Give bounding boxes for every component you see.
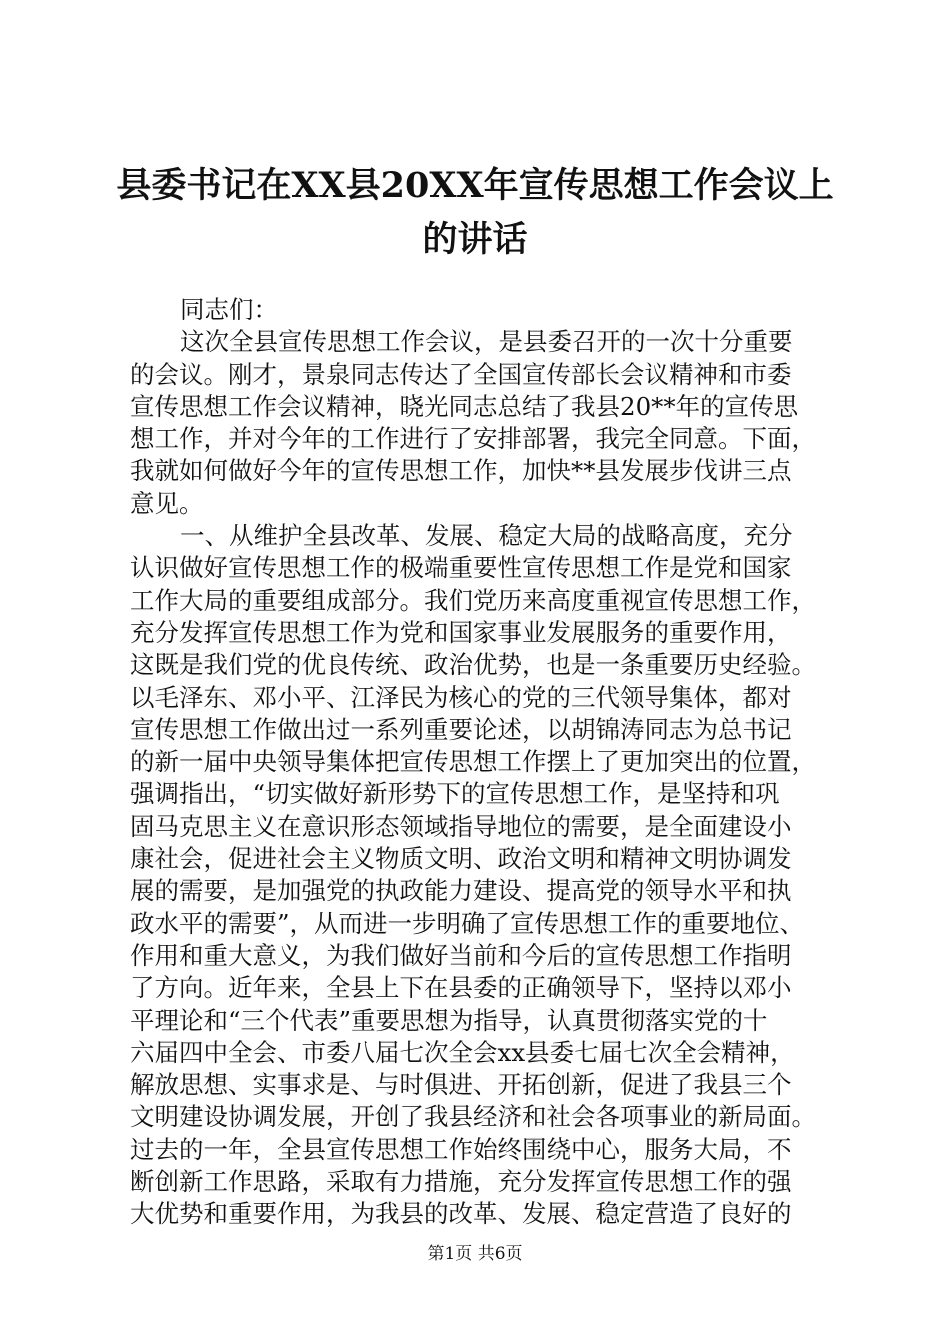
body-line: 解放思想、实事求是、与时俱进、开拓创新，促进了我县三个 [130, 1070, 792, 1100]
body-line: 康社会，促进社会主义物质文明、政治文明和精神文明协调发 [130, 844, 792, 874]
body-line: 我就如何做好今年的宣传思想工作，加快**县发展步伐讲三点 [130, 456, 792, 486]
body-line: 意见。 [130, 488, 204, 518]
body-line: 的会议。刚才，景泉同志传达了全国宣传部长会议精神和市委 [130, 359, 792, 389]
body-line: 认识做好宣传思想工作的极端重要性宣传思想工作是党和国家 [130, 553, 792, 583]
body-line: 展的需要，是加强党的执政能力建设、提高党的领导水平和执 [130, 876, 792, 906]
salutation: 同志们： [180, 295, 278, 324]
body-line: 文明建设协调发展，开创了我县经济和社会各项事业的新局面。 [130, 1102, 816, 1132]
body-line: 的新一届中央领导集体把宣传思想工作摆上了更加突出的位置， [130, 747, 816, 777]
body-line: 六届四中全会、市委八届七次全会xx县委七届七次全会精神， [130, 1037, 795, 1067]
body-line: 宣传思想工作做出过一系列重要论述，以胡锦涛同志为总书记 [130, 714, 792, 744]
body-line: 想工作，并对今年的工作进行了安排部署，我完全同意。下面， [130, 424, 816, 454]
body-line: 政水平的需要”，从而进一步明确了宣传思想工作的重要地位、 [130, 908, 805, 938]
body-line: 作用和重大意义，为我们做好当前和今后的宣传思想工作指明 [130, 940, 792, 970]
body-line: 这既是我们党的优良传统、政治优势，也是一条重要历史经验。 [130, 650, 816, 680]
body-line: 以毛泽东、邓小平、江泽民为核心的党的三代领导集体，都对 [130, 682, 792, 712]
document-title-line-1: 县委书记在XX县20XX年宣传思想工作会议上 [116, 165, 834, 206]
body-line: 宣传思想工作会议精神，晓光同志总结了我县20**年的宣传思 [130, 391, 799, 421]
body-line: 断创新工作思路，采取有力措施，充分发挥宣传思想工作的强 [130, 1167, 792, 1197]
body-line: 强调指出，“切实做好新形势下的宣传思想工作，是坚持和巩 [130, 779, 780, 809]
page-number-footer: 第1页 共6页 [427, 1244, 523, 1264]
body-line: 平理论和“三个代表”重要思想为指导，认真贯彻落实党的十 [130, 1005, 768, 1035]
body-line: 过去的一年，全县宣传思想工作始终围绕中心，服务大局，不 [130, 1134, 792, 1164]
body-line: 这次全县宣传思想工作会议，是县委召开的一次十分重要 [180, 327, 793, 357]
document-title-line-2: 的讲话 [422, 219, 528, 260]
section-heading-line: 一、从维护全县改革、发展、稳定大局的战略高度，充分 [180, 521, 793, 551]
body-line: 工作大局的重要组成部分。我们党历来高度重视宣传思想工作， [130, 585, 816, 615]
body-line: 了方向。近年来，全县上下在县委的正确领导下，坚持以邓小 [130, 973, 792, 1003]
body-line: 固马克思主义在意识形态领域指导地位的需要，是全面建设小 [130, 811, 792, 841]
body-line: 充分发挥宣传思想工作为党和国家事业发展服务的重要作用， [130, 617, 792, 647]
body-line: 大优势和重要作用，为我县的改革、发展、稳定营造了良好的 [130, 1199, 792, 1229]
document-body [130, 294, 860, 1231]
